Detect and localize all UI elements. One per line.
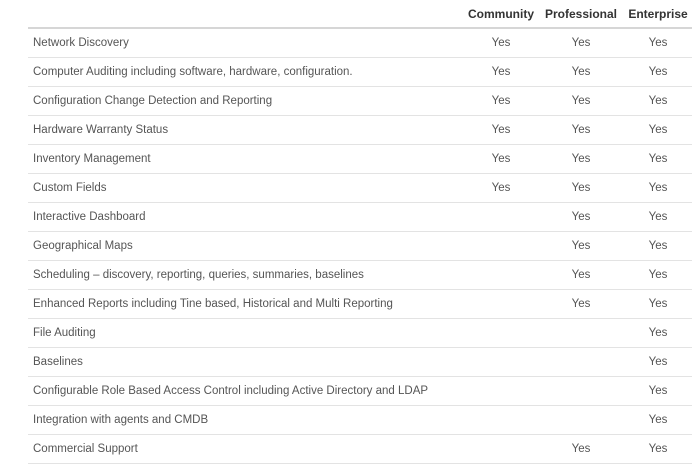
community-cell [464,203,538,232]
header-feature [28,0,464,28]
header-community: Community [464,0,538,28]
feature-name: Network Discovery [28,28,464,58]
community-cell [464,290,538,319]
feature-name: File Auditing [28,319,464,348]
table-row [28,261,692,290]
professional-cell [538,406,624,435]
professional-cell: Yes [538,435,624,464]
enterprise-cell: Yes [624,28,692,58]
table-row [28,406,692,435]
professional-cell: Yes [538,145,624,174]
enterprise-cell: Yes [624,261,692,290]
table-row [28,319,692,348]
professional-cell: Yes [538,290,624,319]
feature-name: Computer Auditing including software, hardware, configuration. [28,58,464,87]
enterprise-cell: Yes [624,116,692,145]
table-row [28,28,692,58]
enterprise-cell: Yes [624,290,692,319]
table-row [28,348,692,377]
table-row [28,58,692,87]
feature-name: Hardware Warranty Status [28,116,464,145]
community-cell [464,348,538,377]
feature-name: Commercial Support [28,435,464,464]
feature-comparison-container [28,0,692,464]
feature-name: Scheduling – discovery, reporting, queries, summaries, baselines [28,261,464,290]
professional-cell [538,377,624,406]
table-body [28,28,692,464]
feature-name: Configurable Role Based Access Control including Active Directory and LDAP [28,377,464,406]
header-professional: Professional [538,0,624,28]
enterprise-cell: Yes [624,377,692,406]
enterprise-cell: Yes [624,87,692,116]
enterprise-cell: Yes [624,348,692,377]
professional-cell: Yes [538,261,624,290]
professional-cell: Yes [538,87,624,116]
feature-name: Geographical Maps [28,232,464,261]
community-cell: Yes [464,116,538,145]
community-cell [464,406,538,435]
community-cell [464,261,538,290]
professional-cell [538,348,624,377]
community-cell: Yes [464,87,538,116]
community-cell: Yes [464,174,538,203]
professional-cell: Yes [538,203,624,232]
table-header [28,0,692,28]
enterprise-cell: Yes [624,232,692,261]
community-cell: Yes [464,28,538,58]
enterprise-cell: Yes [624,203,692,232]
enterprise-cell: Yes [624,145,692,174]
feature-name: Interactive Dashboard [28,203,464,232]
feature-name: Custom Fields [28,174,464,203]
feature-name: Integration with agents and CMDB [28,406,464,435]
professional-cell: Yes [538,58,624,87]
enterprise-cell: Yes [624,174,692,203]
header-enterprise: Enterprise [624,0,692,28]
table-row [28,232,692,261]
feature-name: Baselines [28,348,464,377]
community-cell [464,232,538,261]
professional-cell: Yes [538,28,624,58]
community-cell [464,435,538,464]
feature-comparison-table [28,0,692,464]
table-row [28,116,692,145]
enterprise-cell: Yes [624,319,692,348]
table-row [28,377,692,406]
feature-name: Inventory Management [28,145,464,174]
table-row [28,87,692,116]
feature-name: Enhanced Reports including Tine based, Historical and Multi Reporting [28,290,464,319]
community-cell [464,377,538,406]
professional-cell [538,319,624,348]
table-row [28,174,692,203]
table-row [28,203,692,232]
enterprise-cell: Yes [624,406,692,435]
enterprise-cell: Yes [624,58,692,87]
enterprise-cell: Yes [624,435,692,464]
feature-name: Configuration Change Detection and Reporting [28,87,464,116]
table-row [28,145,692,174]
professional-cell: Yes [538,116,624,145]
table-row [28,290,692,319]
community-cell: Yes [464,58,538,87]
table-row [28,435,692,464]
community-cell: Yes [464,145,538,174]
professional-cell: Yes [538,174,624,203]
professional-cell: Yes [538,232,624,261]
community-cell [464,319,538,348]
header-row [28,0,692,28]
